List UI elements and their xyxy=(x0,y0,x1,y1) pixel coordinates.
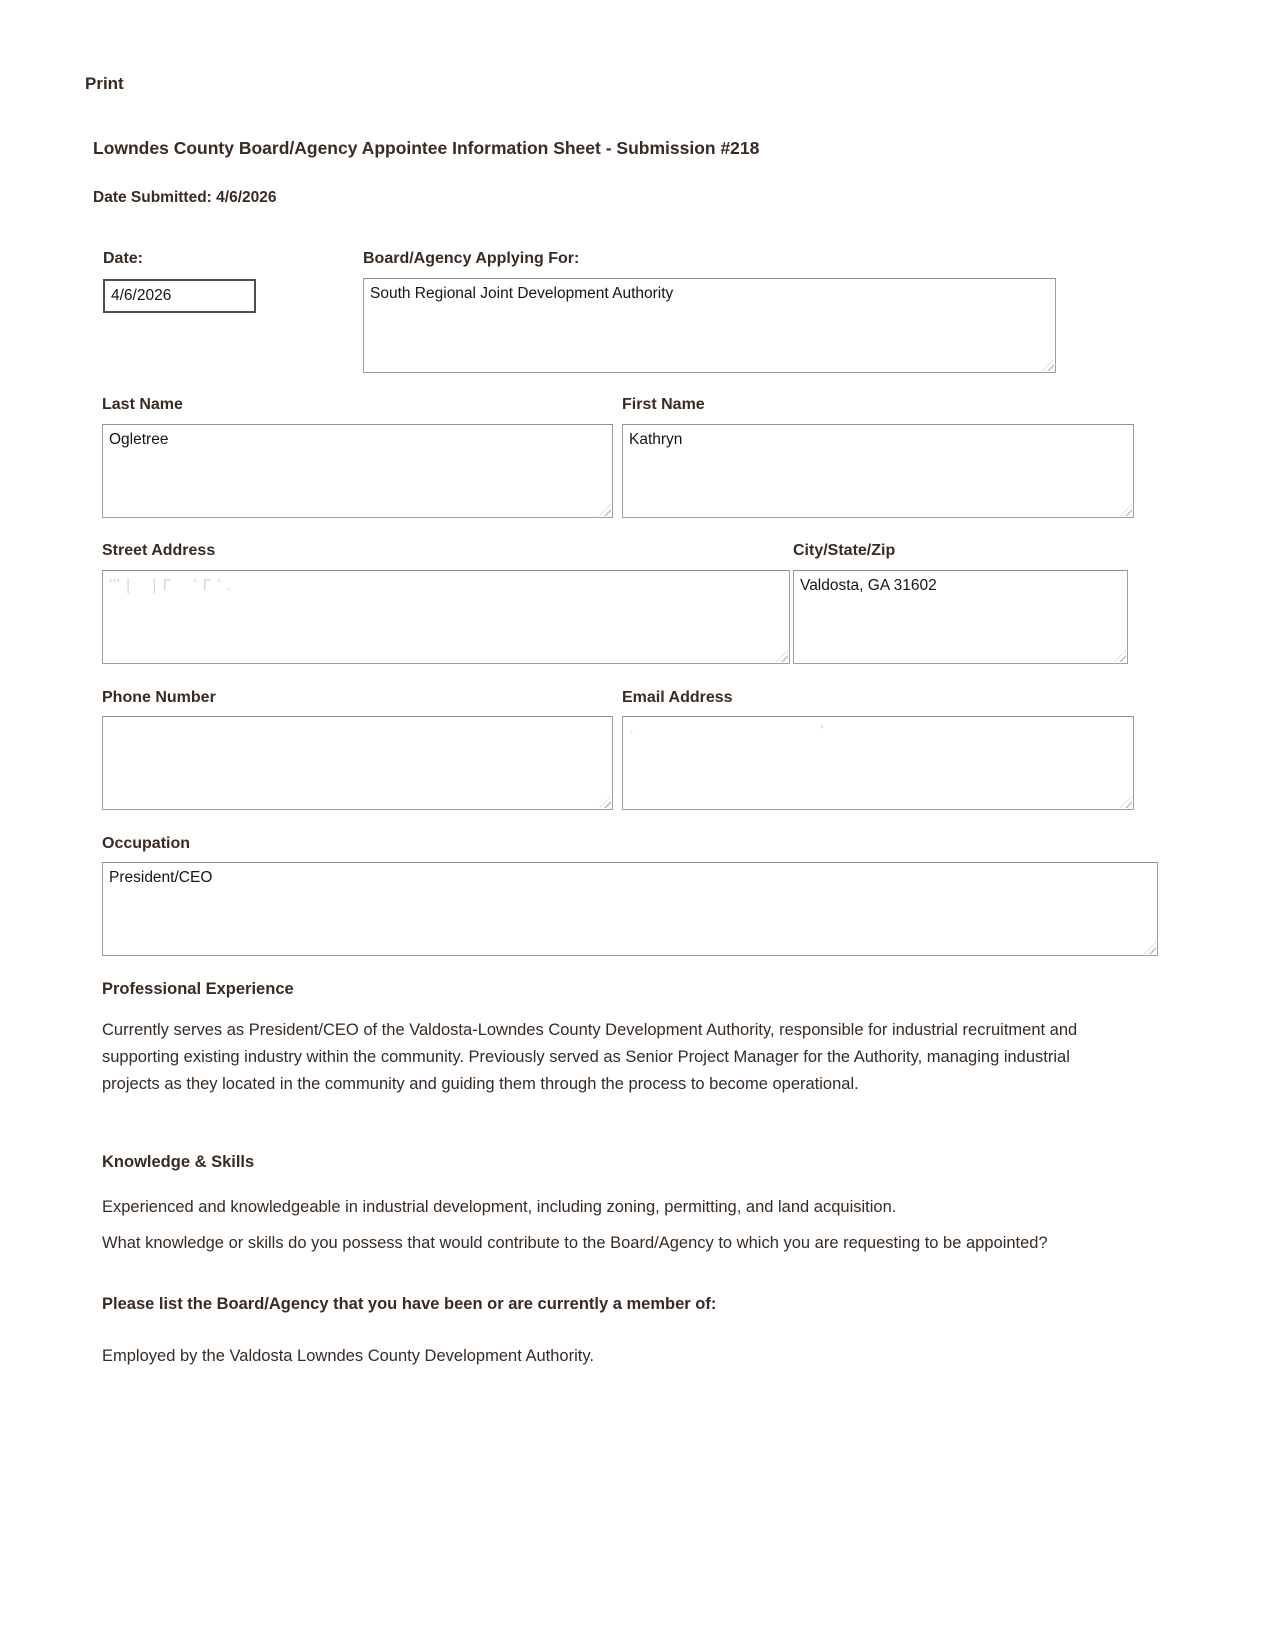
member-of-heading: Please list the Board/Agency that you have been or are currently a member of: xyxy=(102,1295,717,1313)
date-input[interactable] xyxy=(103,279,256,313)
last-name-label: Last Name xyxy=(102,396,183,413)
email-redacted-value: · ' xyxy=(629,723,825,740)
street-address-textarea[interactable] xyxy=(102,570,790,664)
city-state-zip-textarea[interactable] xyxy=(793,570,1128,664)
occupation-value: President/CEO xyxy=(109,869,213,886)
first-name-value: Kathryn xyxy=(629,431,683,448)
date-submitted-text: Date Submitted: 4/6/2026 xyxy=(93,189,277,206)
member-of-text: Employed by the Valdosta Lowndes County Development Authority. xyxy=(102,1347,594,1365)
street-address-label: Street Address xyxy=(102,542,216,559)
resize-grip-icon[interactable] xyxy=(1120,504,1132,516)
city-state-zip-value: Valdosta, GA 31602 xyxy=(800,577,937,594)
email-label: Email Address xyxy=(622,689,733,706)
resize-grip-icon[interactable] xyxy=(1114,650,1126,662)
resize-grip-icon[interactable] xyxy=(1042,359,1054,371)
board-agency-value: South Regional Joint Development Authority xyxy=(370,285,674,302)
page-title: Lowndes County Board/Agency Appointee Information Sheet - Submission #218 xyxy=(93,138,760,158)
first-name-label: First Name xyxy=(622,396,705,413)
phone-textarea[interactable] xyxy=(102,716,613,810)
occupation-label: Occupation xyxy=(102,835,191,852)
email-textarea[interactable] xyxy=(622,716,1134,810)
board-agency-textarea[interactable] xyxy=(363,278,1056,373)
resize-grip-icon[interactable] xyxy=(776,650,788,662)
last-name-textarea[interactable] xyxy=(102,424,613,518)
street-address-redacted-value: ''' | | Γ ' Γ ' . xyxy=(109,577,233,594)
occupation-textarea[interactable] xyxy=(102,862,1158,956)
phone-label: Phone Number xyxy=(102,689,216,706)
professional-experience-text: Currently serves as President/CEO of the Valdosta-Lowndes County Development Authority, responsible for industrial recruitment and supporting existing industry within the community. Previously served as Senior Project Manager for the Authority, managing industrial projects as they located in the community and guiding them through the process to become operational. xyxy=(102,1021,1078,1093)
first-name-textarea[interactable] xyxy=(622,424,1134,518)
resize-grip-icon[interactable] xyxy=(599,504,611,516)
knowledge-skills-heading: Knowledge & Skills xyxy=(102,1153,255,1171)
last-name-value: Ogletree xyxy=(109,431,169,448)
board-agency-label: Board/Agency Applying For: xyxy=(363,250,580,267)
date-value: 4/6/2026 xyxy=(111,287,172,304)
city-state-zip-label: City/State/Zip xyxy=(793,542,896,559)
date-label: Date: xyxy=(103,250,144,267)
print-link[interactable]: Print xyxy=(85,74,124,93)
professional-experience-heading: Professional Experience xyxy=(102,980,294,998)
knowledge-skills-text: Experienced and knowledgeable in industrial development, including zoning, permitting, and land acquisition. xyxy=(102,1198,897,1216)
knowledge-skills-question: What knowledge or skills do you possess that would contribute to the Board/Agency to which you are requesting to be appointed? xyxy=(102,1234,1048,1252)
resize-grip-icon[interactable] xyxy=(1144,942,1156,954)
resize-grip-icon[interactable] xyxy=(599,796,611,808)
resize-grip-icon[interactable] xyxy=(1120,796,1132,808)
